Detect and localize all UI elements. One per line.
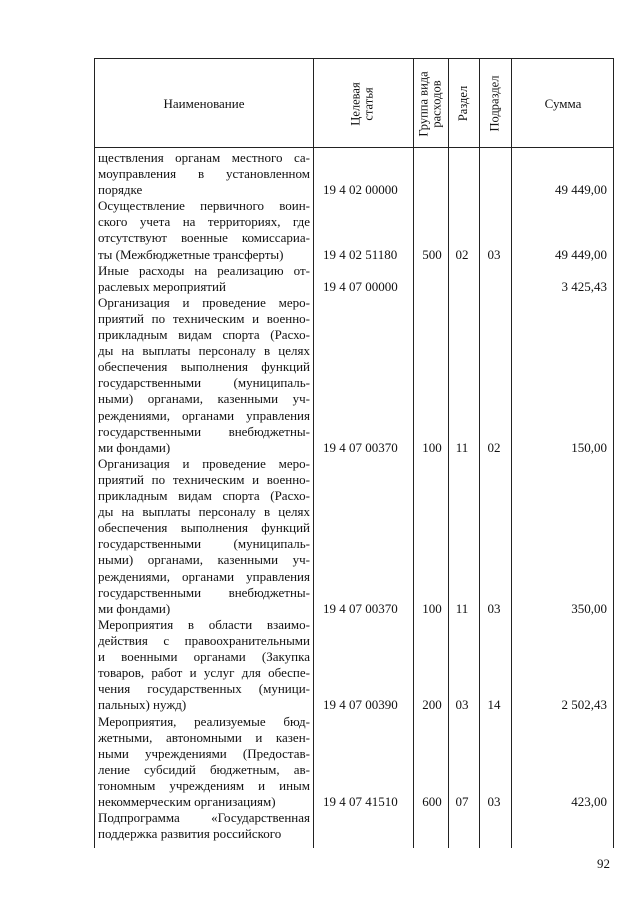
header-expense-group: [413, 59, 448, 148]
row-expense-group: 100: [422, 439, 442, 455]
row-name: [98, 617, 310, 714]
row-target-article: 19 4 07 00000: [323, 278, 398, 294]
header-expense-group-label: [418, 71, 444, 136]
row-name-line: моуправления в установленном: [98, 166, 310, 182]
row-name: [98, 263, 310, 295]
row-name-line: приятий по техническим и военно-: [98, 471, 310, 487]
header-target-article-line: статья: [362, 86, 376, 121]
header-expense-group-line: Группа вида: [416, 70, 431, 137]
row-name-line: тономным учреждениям и иным: [98, 777, 310, 793]
row-name-line: Иные расходы на реализацию от-: [98, 262, 310, 278]
row-name: [98, 714, 310, 811]
row-expense-group: 500: [422, 246, 442, 262]
table-header: [95, 59, 613, 148]
row-sum: 49 449,00: [555, 246, 607, 262]
row-name-line: государственными (муниципаль-: [98, 375, 310, 391]
row-target-article: 19 4 07 00370: [323, 439, 398, 455]
table-row: [95, 263, 613, 295]
row-subsection: 03: [487, 600, 501, 616]
header-target-article: [313, 59, 413, 148]
table-row: [95, 198, 613, 262]
row-target-article: 19 4 07 00370: [323, 600, 398, 616]
row-sum: 423,00: [571, 794, 607, 809]
row-target-article: 19 4 07 00390: [323, 697, 398, 713]
row-expense-group: 600: [422, 794, 442, 809]
row-name-line: чения государственных (муници-: [98, 681, 310, 697]
row-target-article: 19 4 07 41510: [323, 794, 398, 809]
row-name-line: ми фондами): [98, 439, 171, 455]
row-sum: 3 425,43: [561, 278, 607, 294]
row-name: [98, 150, 310, 198]
header-target-article-line: Целевая: [349, 81, 363, 126]
row-expense-group: 200: [422, 697, 442, 713]
table-body: [95, 148, 613, 848]
header-section-label: Раздел: [456, 85, 471, 122]
table-row: [95, 456, 613, 617]
row-section: 11: [455, 439, 469, 455]
row-target-article: 19 4 02 51180: [323, 246, 398, 262]
row-name-line: ды на выплаты персоналу в целях: [98, 504, 310, 520]
row-name-line: прикладным видам спорта (Расхо-: [98, 488, 310, 504]
header-sum-label: Сумма: [544, 95, 582, 111]
row-name: [98, 198, 310, 262]
row-name-line: ными учреждениями (Предостав-: [98, 745, 310, 761]
row-name-line: действия с правоохранительными: [98, 632, 310, 648]
row-name-line: ными) органами, казенными уч-: [98, 391, 310, 407]
row-sum: 150,00: [571, 439, 607, 455]
row-sum: 49 449,00: [555, 182, 607, 198]
row-section: 03: [455, 697, 469, 713]
row-name-line: некоммерческим организациям): [98, 793, 276, 809]
row-name-line: Осуществление первичного воин-: [98, 198, 310, 214]
row-name-line: поддержка развития российского: [98, 826, 282, 842]
row-name-line: ществления органам местного са-: [98, 150, 310, 165]
row-name-line: ными) органами, казенными уч-: [98, 552, 310, 568]
row-subsection: 02: [487, 439, 501, 455]
row-name-line: жетными, автономными и казен-: [98, 729, 310, 745]
row-name: [98, 810, 310, 842]
budget-table: [94, 58, 614, 848]
table-row: [95, 295, 613, 456]
row-name-line: обеспечения выполнения функций: [98, 520, 310, 536]
row-name-line: прикладным видам спорта (Расхо-: [98, 327, 310, 343]
row-name-line: пальных) нужд): [98, 697, 187, 713]
row-name-line: приятий по техническим и военно-: [98, 310, 310, 326]
table-row: [95, 714, 613, 811]
row-name-line: и военными органами (Закупка: [98, 649, 310, 665]
row-name-line: ды на выплаты персоналу в целях: [98, 343, 310, 359]
table-row: [95, 617, 613, 714]
table-row: [95, 150, 613, 198]
row-name-line: порядке: [98, 182, 143, 198]
header-section: [448, 59, 479, 148]
header-name: [95, 59, 313, 148]
header-target-article-label: [350, 82, 376, 125]
row-section: 07: [455, 794, 469, 809]
row-expense-group: 100: [422, 600, 442, 616]
row-sum: 2 502,43: [561, 697, 607, 713]
row-name: [98, 456, 310, 617]
row-name-line: Организация и проведение меро-: [98, 294, 310, 310]
row-name-line: Мероприятия в области взаимо-: [98, 616, 310, 632]
row-name-line: государственными внебюджетны-: [98, 584, 310, 600]
row-name-line: Подпрограмма «Государственная: [98, 810, 310, 826]
row-target-article: 19 4 02 00000: [323, 182, 398, 198]
row-name-line: Организация и проведение меро-: [98, 455, 310, 471]
header-name-label: Наименование: [163, 95, 245, 111]
row-name-line: отсутствуют военные комиссариа-: [98, 230, 310, 246]
row-name-line: ского учета на территориях, где: [98, 214, 310, 230]
table-row: [95, 810, 613, 842]
row-name-line: Мероприятия, реализуемые бюд-: [98, 713, 310, 729]
header-sum: [511, 59, 615, 148]
row-name-line: государственными (муниципаль-: [98, 536, 310, 552]
row-section: 11: [455, 600, 469, 616]
row-subsection: 03: [487, 246, 501, 262]
row-name-line: обеспечения выполнения функций: [98, 359, 310, 375]
row-name-line: раслевых мероприятий: [98, 278, 226, 294]
row-subsection: 03: [487, 794, 501, 809]
row-name: [98, 295, 310, 456]
row-name-line: ми фондами): [98, 600, 171, 616]
header-subsection-label: Подраздел: [487, 75, 502, 132]
row-sum: 350,00: [571, 600, 607, 616]
page-number: 92: [597, 856, 610, 871]
row-subsection: 14: [487, 697, 501, 713]
row-name-line: товаров, работ и услуг для обеспе-: [98, 665, 310, 681]
row-name-line: ление субсидий бюджетным, ав-: [98, 761, 310, 777]
row-name-line: ты (Межбюджетные трансферты): [98, 246, 284, 262]
row-name-line: государственными внебюджетны-: [98, 423, 310, 439]
header-subsection: [479, 59, 511, 148]
row-section: 02: [455, 246, 469, 262]
row-name-line: реждениями, органами управления: [98, 568, 310, 584]
row-name-line: реждениями, органами управления: [98, 407, 310, 423]
header-expense-group-line: расходов: [429, 79, 444, 128]
